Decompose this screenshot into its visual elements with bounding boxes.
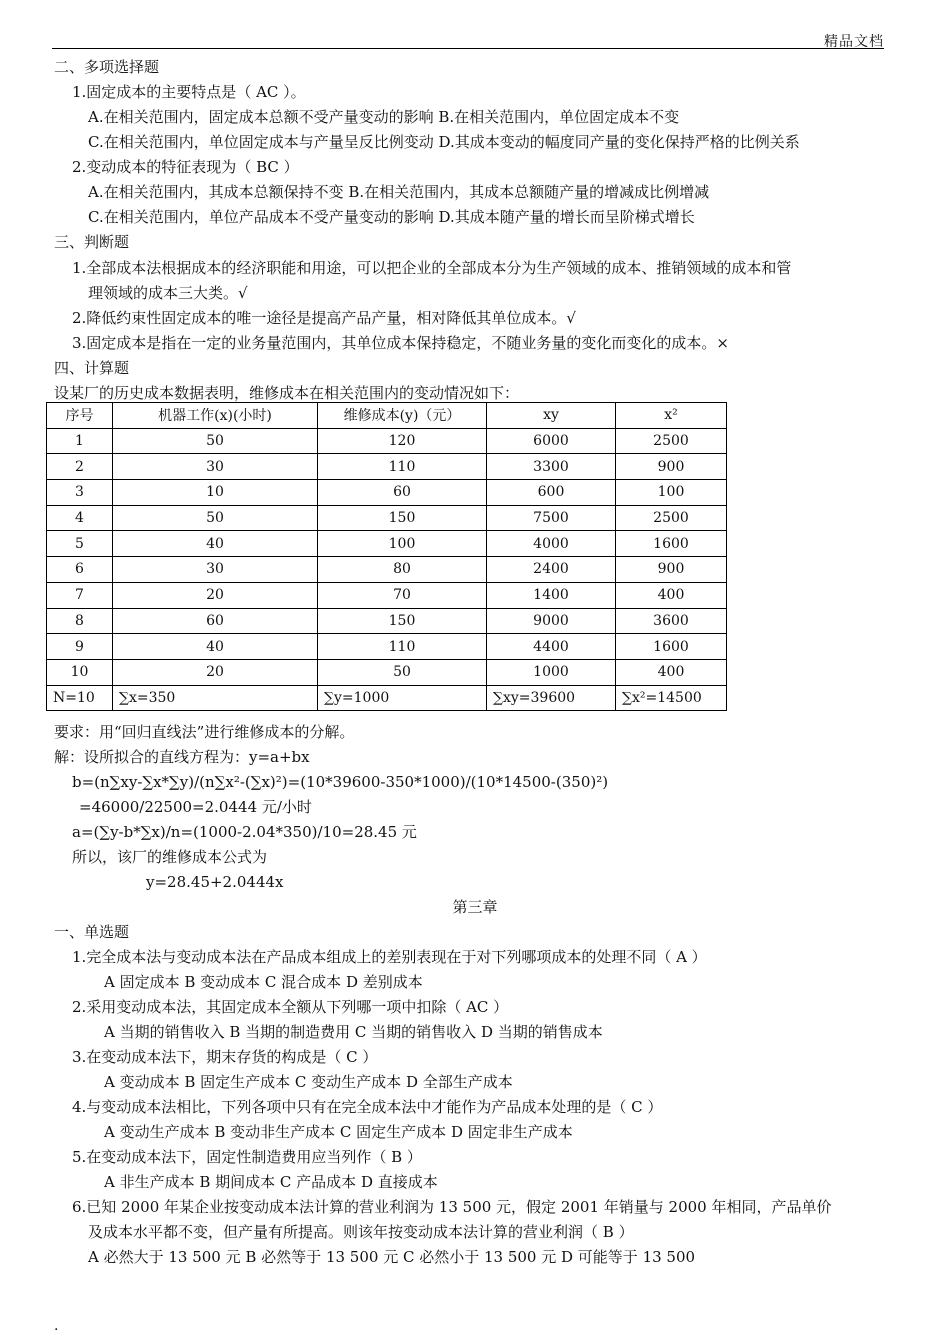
- table-cell: 3: [47, 480, 113, 506]
- question: 1.固定成本的主要特点是（ AC ）。: [72, 83, 306, 101]
- question: 4.与变动成本法相比，下列各项中只有在完全成本法中才能作为产品成本处理的是（ C ）: [72, 1098, 663, 1116]
- table-row: [47, 582, 727, 608]
- footer-dot: .: [54, 1318, 59, 1334]
- table-cell: 50: [318, 659, 487, 685]
- table-cell: 1000: [487, 659, 616, 685]
- table-cell: 400: [616, 659, 727, 685]
- option-line: A 变动成本 B 固定生产成本 C 变动生产成本 D 全部生产成本: [104, 1073, 513, 1091]
- problem-intro: 设某厂的历史成本数据表明，维修成本在相关范围内的变动情况如下：: [54, 384, 520, 402]
- table-cell: 2400: [487, 557, 616, 583]
- question-continuation: 及成本水平都不变，但产量有所提高。则该年按变动成本法计算的营业利润（ B ）: [88, 1223, 634, 1241]
- table-cell: 100: [616, 480, 727, 506]
- table-cell: 6000: [487, 428, 616, 454]
- page-header: 精品文档: [824, 34, 884, 50]
- table-total-cell: ∑x²=14500: [616, 685, 727, 711]
- formula-b: b=(n∑xy-∑x*∑y)/(n∑x²-(∑x)²)=(10*39600-350*1000)/(10*14500-(350)²): [72, 773, 609, 791]
- table-cell: 7500: [487, 505, 616, 531]
- question: 3.在变动成本法下，期末存货的构成是（ C ）: [72, 1048, 378, 1066]
- table-cell: 50: [113, 505, 318, 531]
- table-row: [47, 428, 727, 454]
- table-cell: 10: [47, 659, 113, 685]
- statement: 2.降低约束性固定成本的唯一途径是提高产品产量，相对降低其单位成本。√: [72, 309, 576, 327]
- table-totals-row: [47, 685, 727, 711]
- table-total-cell: ∑x=350: [113, 685, 318, 711]
- table-cell: 20: [113, 659, 318, 685]
- table-cell: 3600: [616, 608, 727, 634]
- statement-continuation: 理领域的成本三大类。√: [88, 284, 248, 302]
- table-total-cell: ∑y=1000: [318, 685, 487, 711]
- table-cell: 2500: [616, 428, 727, 454]
- table-cell: 1: [47, 428, 113, 454]
- option-line: A.在相关范围内，其成本总额保持不变 B.在相关范围内，其成本总额随产量的增减成比例增减: [88, 183, 710, 201]
- conclusion: 所以，该厂的维修成本公式为: [72, 848, 268, 866]
- column-header: 机器工作(x)(小时): [113, 403, 318, 429]
- question: 6.已知 2000 年某企业按变动成本法计算的营业利润为 13 500 元，假定 2001 年销量与 2000 年相同，产品单价: [72, 1198, 832, 1216]
- table-cell: 30: [113, 557, 318, 583]
- table-cell: 1600: [616, 634, 727, 660]
- cost-data-table: [46, 402, 727, 711]
- table-cell: 2500: [616, 505, 727, 531]
- table-cell: 600: [487, 480, 616, 506]
- option-line: C.在相关范围内，单位产品成本不受产量变动的影响 D.其成本随产量的增长而呈阶梯式增长: [88, 208, 695, 226]
- question: 5.在变动成本法下，固定性制造费用应当列作（ B ）: [72, 1148, 422, 1166]
- final-formula: y=28.45+2.0444x: [146, 873, 284, 891]
- table-total-cell: N=10: [47, 685, 113, 711]
- table-row: [47, 480, 727, 506]
- table-cell: 900: [616, 454, 727, 480]
- chapter-title: 第三章: [452, 898, 498, 916]
- table-cell: 40: [113, 634, 318, 660]
- table-row: [47, 557, 727, 583]
- table-row: [47, 454, 727, 480]
- table-cell: 900: [616, 557, 727, 583]
- table-cell: 9000: [487, 608, 616, 634]
- table-cell: 70: [318, 582, 487, 608]
- option-line: A 非生产成本 B 期间成本 C 产品成本 D 直接成本: [104, 1173, 438, 1191]
- header-rule: [52, 48, 884, 49]
- table-cell: 150: [318, 505, 487, 531]
- table-cell: 110: [318, 634, 487, 660]
- table-cell: 50: [113, 428, 318, 454]
- column-header: x²: [616, 403, 727, 429]
- section-heading: 四、计算题: [54, 359, 130, 377]
- table-cell: 1600: [616, 531, 727, 557]
- table-cell: 110: [318, 454, 487, 480]
- option-line: C.在相关范围内，单位固定成本与产量呈反比例变动 D.其成本变动的幅度同产量的变化保持严格的比例关系: [88, 133, 800, 151]
- table-cell: 1400: [487, 582, 616, 608]
- table-header-row: [47, 403, 727, 429]
- option-line: A.在相关范围内，固定成本总额不受产量变动的影响 B.在相关范围内，单位固定成本不变: [88, 108, 680, 126]
- table-cell: 400: [616, 582, 727, 608]
- table-row: [47, 634, 727, 660]
- column-header: 维修成本(y)（元）: [318, 403, 487, 429]
- option-line: A 固定成本 B 变动成本 C 混合成本 D 差别成本: [104, 973, 423, 991]
- table-cell: 3300: [487, 454, 616, 480]
- table-row: [47, 505, 727, 531]
- column-header: 序号: [47, 403, 113, 429]
- table-cell: 2: [47, 454, 113, 480]
- formula-a: a=(∑y-b*∑x)/n=(1000-2.04*350)/10=28.45 元: [72, 823, 417, 841]
- statement: 1.全部成本法根据成本的经济职能和用途，可以把企业的全部成本分为生产领域的成本、推销领域的成本和管: [72, 259, 792, 277]
- table-cell: 30: [113, 454, 318, 480]
- solution-line: 解：设所拟合的直线方程为：y=a+bx: [54, 748, 310, 766]
- table-row: [47, 659, 727, 685]
- formula-b-result: =46000/22500=2.0444 元/小时: [79, 798, 312, 816]
- table-cell: 8: [47, 608, 113, 634]
- table-cell: 20: [113, 582, 318, 608]
- table-cell: 120: [318, 428, 487, 454]
- section-heading: 二、多项选择题: [54, 58, 160, 76]
- table-cell: 60: [113, 608, 318, 634]
- table-cell: 100: [318, 531, 487, 557]
- table-cell: 7: [47, 582, 113, 608]
- option-line: A 必然大于 13 500 元 B 必然等于 13 500 元 C 必然小于 13 500 元 D 可能等于 13 500: [88, 1248, 696, 1266]
- table-row: [47, 608, 727, 634]
- table-total-cell: ∑xy=39600: [487, 685, 616, 711]
- table-cell: 5: [47, 531, 113, 557]
- table-cell: 4400: [487, 634, 616, 660]
- section-heading: 一、单选题: [54, 923, 130, 941]
- option-line: A 变动生产成本 B 变动非生产成本 C 固定生产成本 D 固定非生产成本: [104, 1123, 573, 1141]
- table-cell: 40: [113, 531, 318, 557]
- question: 2.采用变动成本法，其固定成本全额从下列哪一项中扣除（ AC ）: [72, 998, 509, 1016]
- option-line: A 当期的销售收入 B 当期的制造费用 C 当期的销售收入 D 当期的销售成本: [104, 1023, 603, 1041]
- table-cell: 150: [318, 608, 487, 634]
- table-cell: 4000: [487, 531, 616, 557]
- requirement: 要求：用“回归直线法”进行维修成本的分解。: [54, 723, 355, 741]
- table-cell: 10: [113, 480, 318, 506]
- column-header: xy: [487, 403, 616, 429]
- section-heading: 三、判断题: [54, 233, 130, 251]
- table-cell: 60: [318, 480, 487, 506]
- question: 2.变动成本的特征表现为（ BC ）: [72, 158, 299, 176]
- table-cell: 6: [47, 557, 113, 583]
- table-cell: 80: [318, 557, 487, 583]
- table-cell: 4: [47, 505, 113, 531]
- table-cell: 9: [47, 634, 113, 660]
- table-row: [47, 531, 727, 557]
- statement: 3.固定成本是指在一定的业务量范围内，其单位成本保持稳定，不随业务量的变化而变化的成本。×: [72, 334, 729, 352]
- question: 1.完全成本法与变动成本法在产品成本组成上的差别表现在于对下列哪项成本的处理不同（ A ）: [72, 948, 707, 966]
